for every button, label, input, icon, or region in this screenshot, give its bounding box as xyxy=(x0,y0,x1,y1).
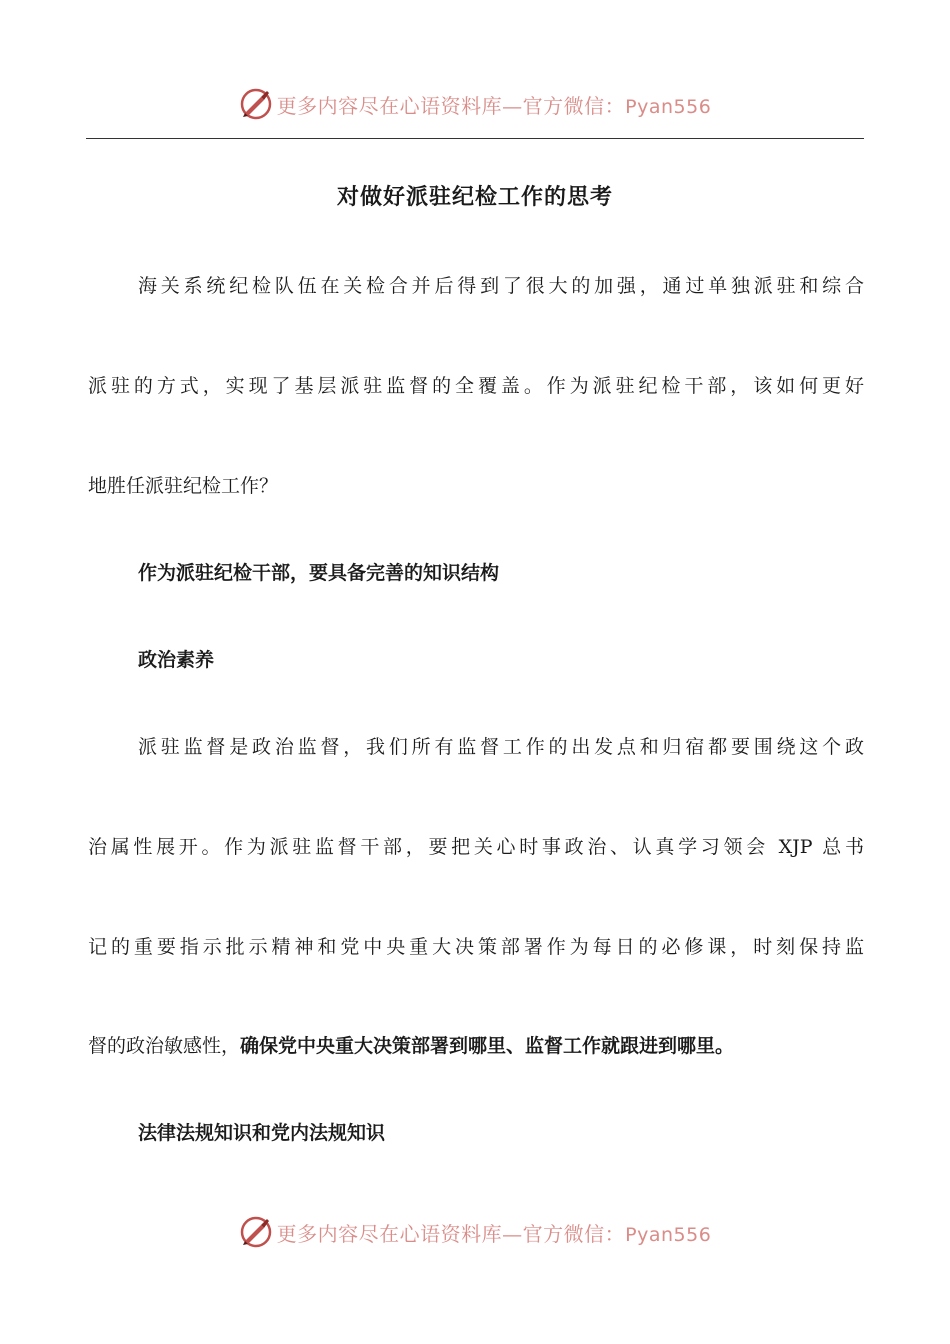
paragraph-line: 记的重要指示批示精神和党中央重大决策部署作为每日的必修课，时刻保持监 xyxy=(88,936,864,958)
paragraph-line xyxy=(88,1034,864,1058)
section-heading: 作为派驻纪检干部，要具备完善的知识结构 xyxy=(138,562,500,584)
document-title: 对做好派驻纪检工作的思考 xyxy=(336,184,613,210)
watermark-id: Pyan556 xyxy=(625,1223,712,1246)
watermark-text: 更多内容尽在心语资料库—官方微信： xyxy=(276,1221,626,1246)
emphasis-text: 确保党中央重大决策部署到哪里、监督工作就跟进到哪里。 xyxy=(240,1035,735,1057)
paragraph-line: 派驻监督是政治监督，我们所有监督工作的出发点和归宿都要围绕这个政 xyxy=(138,736,864,758)
footer-watermark xyxy=(0,1212,950,1252)
pen-circle-logo-icon xyxy=(239,1215,273,1249)
subsection-heading: 政治素养 xyxy=(138,649,215,671)
paragraph-line: 派驻的方式，实现了基层派驻监督的全覆盖。作为派驻纪检干部，该如何更好 xyxy=(88,375,864,397)
paragraph-text: 督的政治敏感性， xyxy=(88,1035,241,1057)
subsection-heading: 法律法规知识和党内法规知识 xyxy=(138,1122,386,1144)
watermark-id: Pyan556 xyxy=(625,95,712,118)
paragraph-line: 海关系统纪检队伍在关检合并后得到了很大的加强，通过单独派驻和综合 xyxy=(138,275,864,297)
paragraph-line: 地胜任派驻纪检工作？ xyxy=(88,475,279,497)
pen-circle-logo-icon xyxy=(239,87,273,121)
watermark-text: 更多内容尽在心语资料库—官方微信： xyxy=(276,93,626,118)
header-watermark xyxy=(0,84,950,124)
paragraph-line: 治属性展开。作为派驻监督干部，要把关心时事政治、认真学习领会 XJP 总书 xyxy=(88,836,864,858)
header-divider xyxy=(86,138,864,139)
